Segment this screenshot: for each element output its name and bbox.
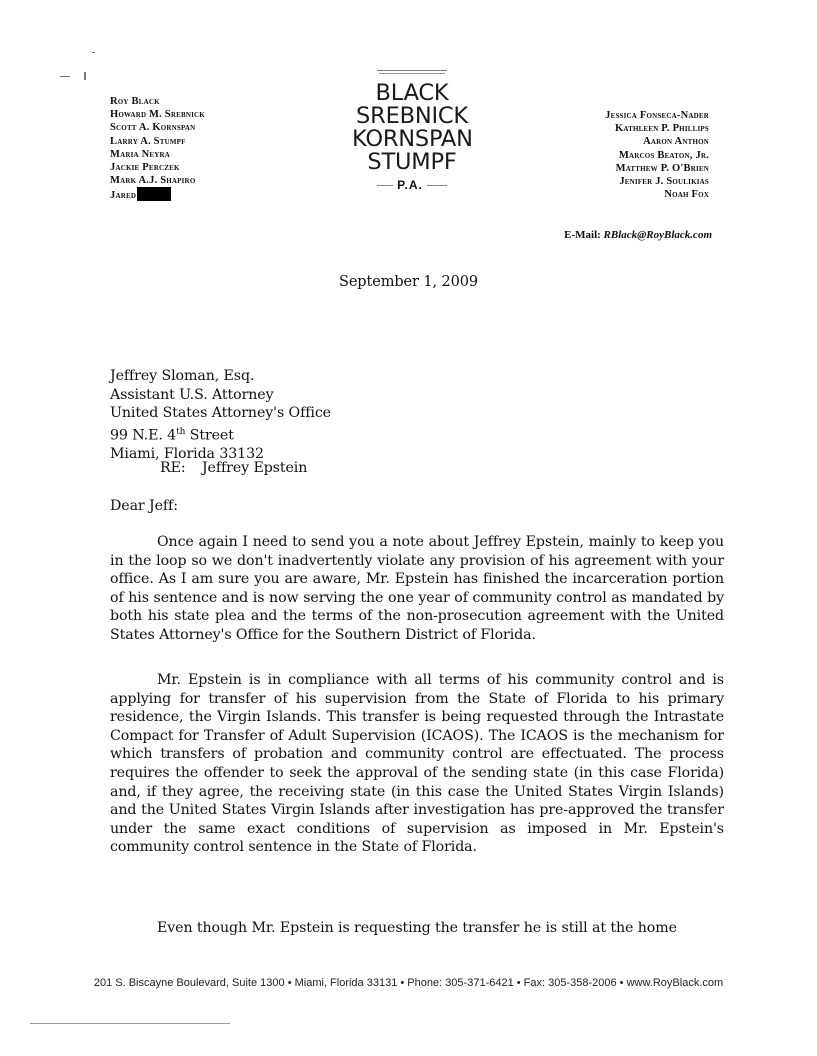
redaction-box xyxy=(137,187,171,201)
attorney-name: Howard M. Srebnick xyxy=(110,109,205,121)
recipient-address xyxy=(110,367,331,464)
attorney-name: Jenifer J. Soulikias xyxy=(619,176,709,188)
scan-mark xyxy=(84,72,86,80)
re-subject: Jeffrey Epstein xyxy=(201,460,308,476)
attorney-name: Larry A. Stumpf xyxy=(110,135,186,147)
email-line xyxy=(564,229,712,241)
body-paragraph xyxy=(110,919,724,938)
attorney-name: Aaron Anthon xyxy=(643,136,709,148)
paragraph-text: Once again I need to send you a note about Jeffrey Epstein, mainly to keep you in the loop so we don't inadvertently violate any provision of his agreement with your office. As I am sure you are aware, Mr. Epstein has finished the incarceration portion of his sentence and is now serving the one year of community control as mandated by both his state plea and the terms of the non-prosecution agreement with the United States Attorney's Office for the Southern District of Florida. xyxy=(110,534,724,643)
logo-rule xyxy=(377,185,393,186)
firm-footer: 201 S. Biscayne Boulevard, Suite 1300 • Miami, Florida 33131 • Phone: 305-371-6421 • Fax: 305-358-2006 • www.RoyBlack.com xyxy=(93,977,724,989)
attorney-name-redacted: Jared xyxy=(110,187,205,202)
address-line: United States Attorney's Office xyxy=(110,405,331,422)
letter-date: September 1, 2009 xyxy=(338,274,478,290)
paragraph-text: Mr. Epstein is in compliance with all terms of his community control and is applying for transfer of his supervision from the State of Florida to his primary residence, the Virgin Islands. This transfer is being requested through the Intrastate Compact for Transfer of Adult Supervision (ICAOS). The ICAOS is the mechanism for which transfers of probation and community control are effectuated. The process requires the offender to seek the approval of the sending state (in this case Florida) and, if they agree, the receiving state (in this case the United States Virgin Islands) and the United States Virgin Islands after investigation has pre-approved the transfer under the same exact conditions of supervision as imposed in Mr. Epstein's community control sentence in the State of Florida. xyxy=(110,672,724,856)
address-line: Assistant U.S. Attorney xyxy=(110,386,274,403)
attorney-name: Kathleen P. Phillips xyxy=(614,123,709,135)
body-paragraph xyxy=(110,671,724,857)
attorney-name: Scott A. Kornspan xyxy=(110,122,196,134)
attorney-name: Maria Neyra xyxy=(110,148,171,160)
scan-mark xyxy=(30,1023,230,1024)
salutation: Dear Jeff: xyxy=(110,498,178,514)
address-line: Jeffrey Sloman, Esq. xyxy=(110,368,255,384)
attorney-name: Noah Fox xyxy=(664,189,709,201)
body-paragraph xyxy=(110,533,724,645)
scan-mark xyxy=(92,52,95,53)
attorney-name: Jackie Perczek xyxy=(110,162,180,174)
email-address[interactable]: RBlack@RoyBlack.com xyxy=(603,229,712,241)
firm-logo xyxy=(352,70,472,194)
re-label: RE: xyxy=(160,460,186,476)
logo-line: SREBNICK xyxy=(356,103,468,129)
email-label: E-Mail: xyxy=(564,229,601,241)
left-attorney-list xyxy=(110,95,205,203)
logo-suffix-row xyxy=(352,176,472,194)
logo-line: BLACK xyxy=(375,80,449,106)
attorney-name: Roy Black xyxy=(110,96,160,107)
right-attorney-list xyxy=(605,109,709,201)
attorney-name: Matthew P. O'Brien xyxy=(615,162,709,174)
address-line: Miami, Florida 33132 xyxy=(110,446,264,463)
attorney-name: Mark A.J. Shapiro xyxy=(110,175,196,187)
logo-rule xyxy=(379,73,445,74)
attorney-name: Jessica Fonseca-Nader xyxy=(605,110,709,121)
logo-suffix: P.A. xyxy=(397,178,423,192)
logo-line: STUMPF xyxy=(367,149,457,175)
logo-line: KORNSPAN xyxy=(352,126,473,152)
scan-mark xyxy=(60,76,70,77)
attorney-name: Marcos Beaton, Jr. xyxy=(618,149,709,161)
address-line: 99 N.E. 4th Street xyxy=(110,426,234,444)
paragraph-text: Even though Mr. Epstein is requesting the transfer he is still at the home xyxy=(157,920,677,936)
logo-rule xyxy=(427,185,447,186)
logo-rule xyxy=(377,70,447,71)
re-line xyxy=(160,459,307,478)
